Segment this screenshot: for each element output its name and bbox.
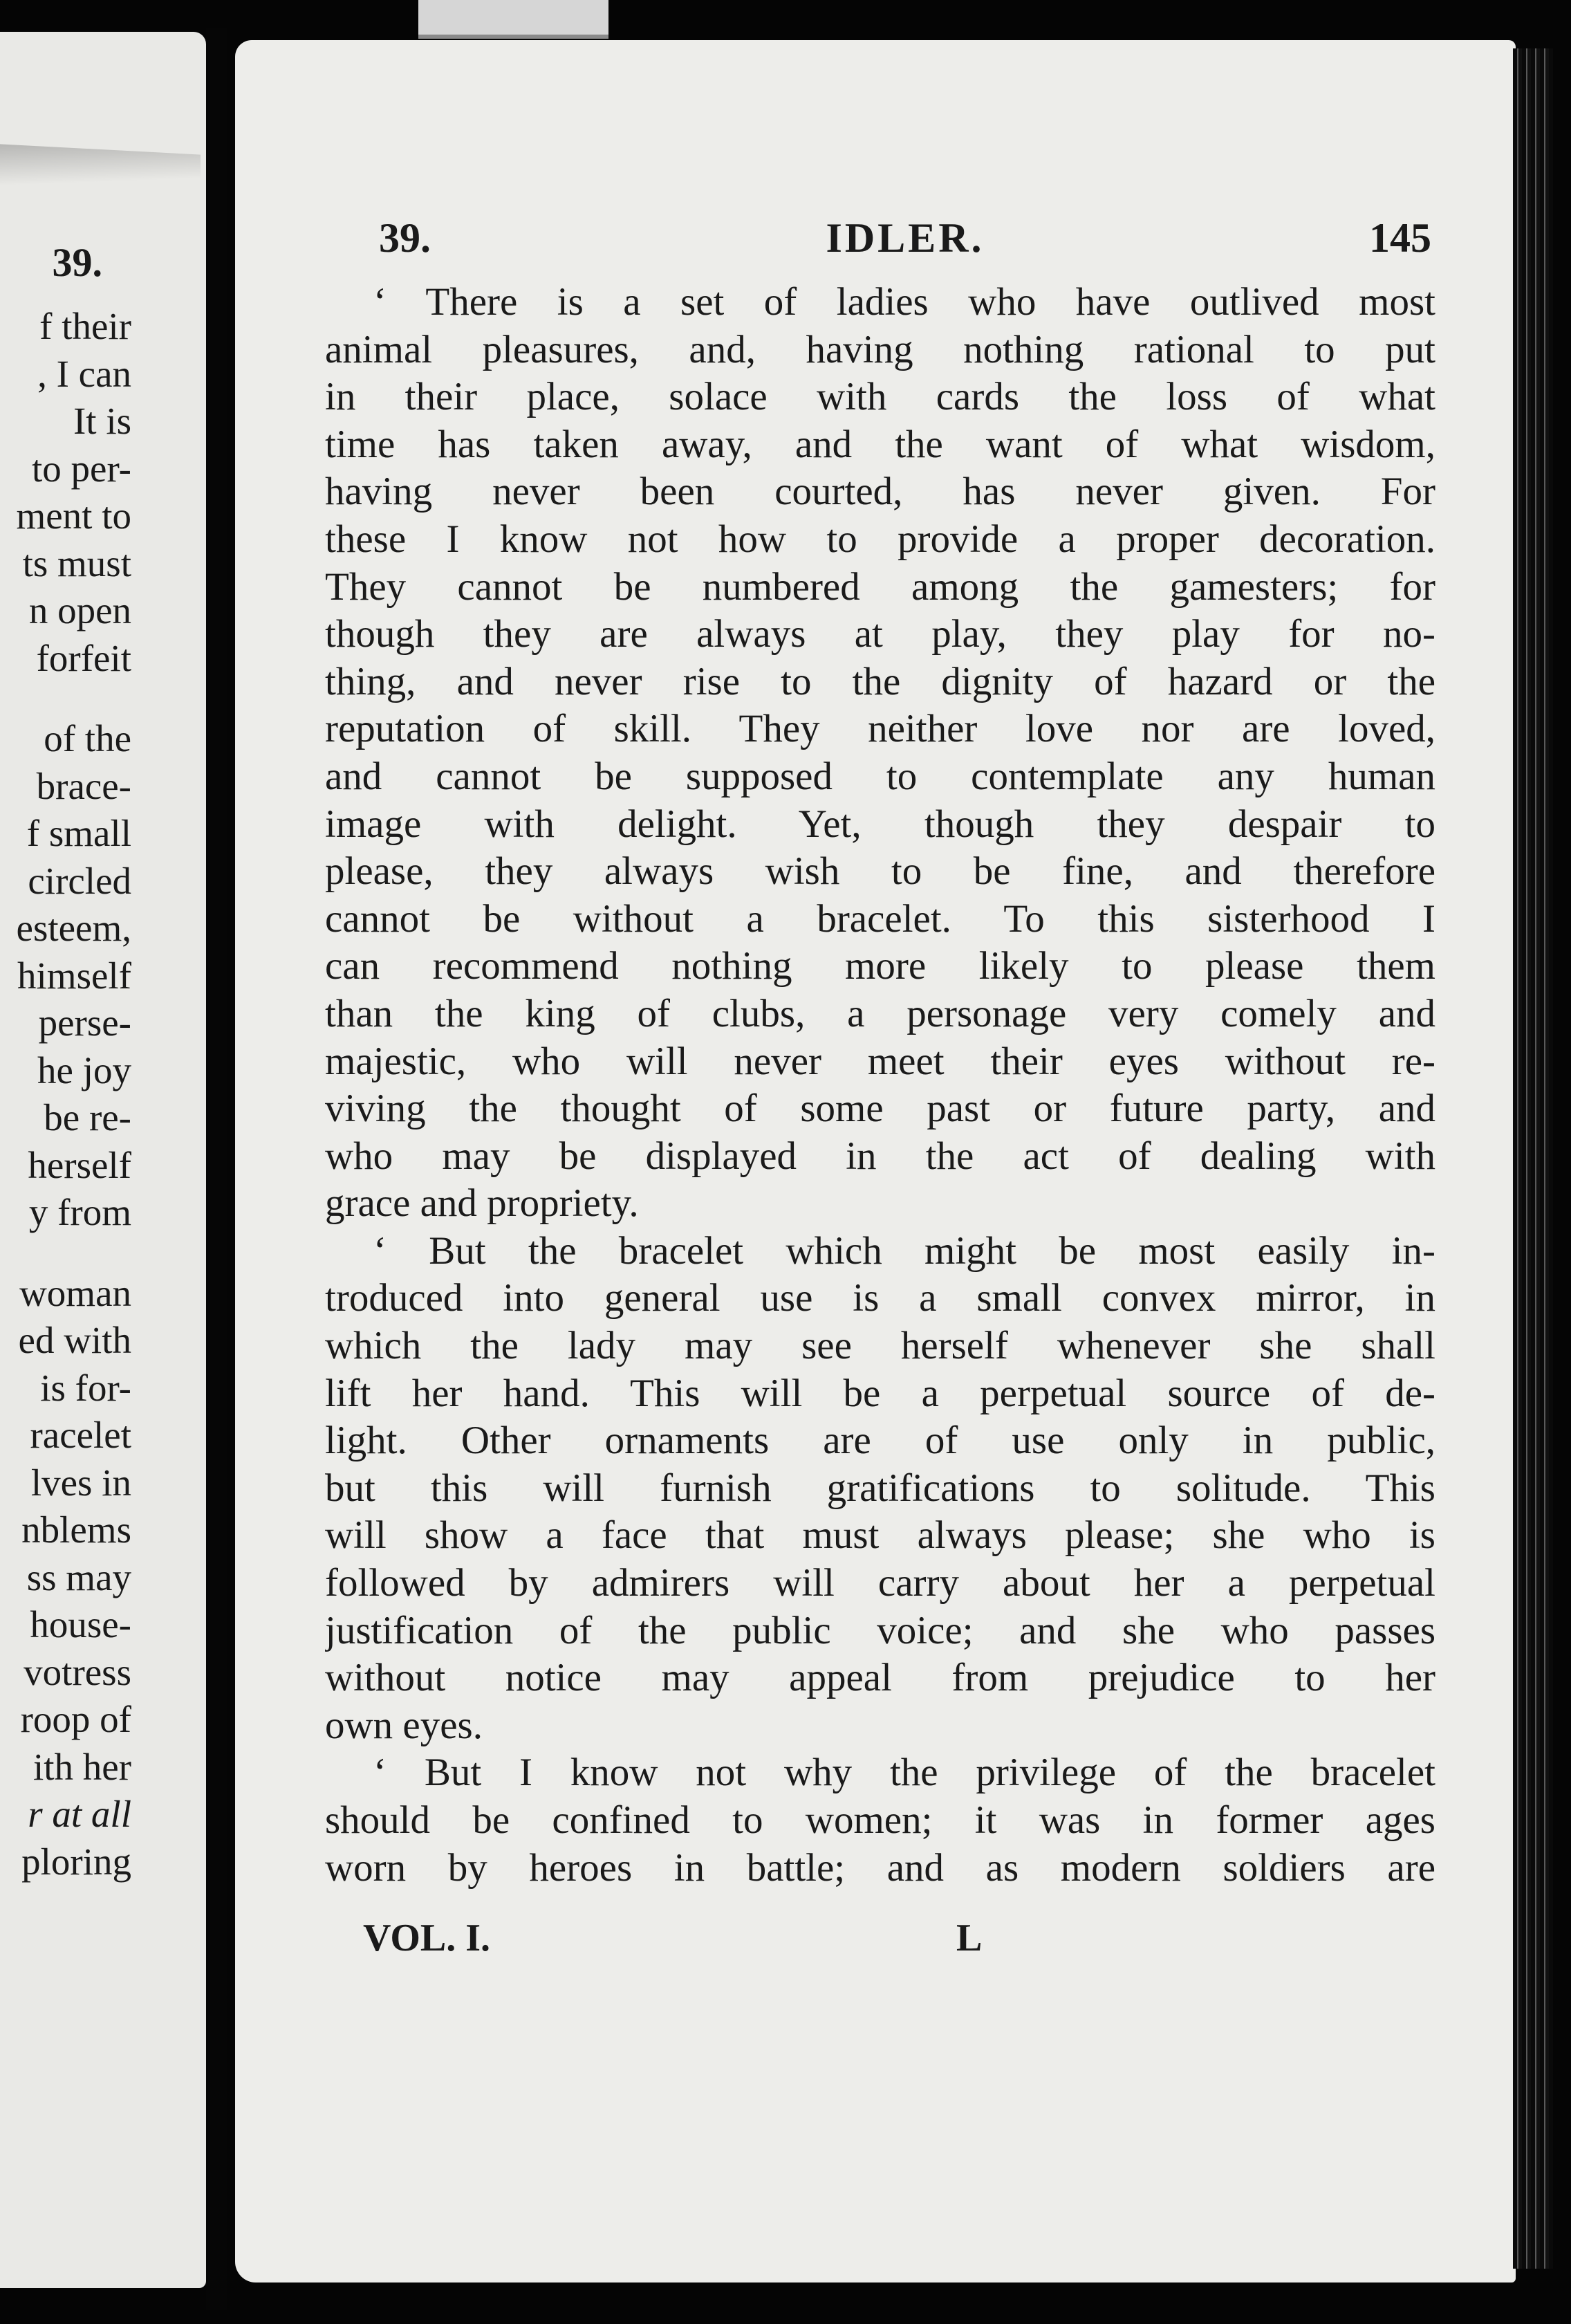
previous-page-fragment (0, 32, 206, 2288)
text-line: lift her hand. This will be a perpetual source of de- (325, 1371, 1435, 1415)
text-line: please, they always wish to be fine, and therefore (325, 849, 1435, 894)
signature-mark: L (956, 1917, 983, 1959)
text-line: will show a face that must always please; she who is (325, 1513, 1435, 1558)
left-text-line: house- (30, 1603, 131, 1645)
left-text-line: y from (28, 1191, 131, 1233)
page-footer (363, 1916, 1124, 1971)
text-line: followed by admirers will carry about her a perpetual (325, 1561, 1435, 1605)
left-text-line: circled (28, 859, 131, 902)
text-line: cannot be without a bracelet. To this sisterhood I (325, 896, 1435, 941)
left-text-line: perse- (38, 1002, 131, 1044)
left-text-line: woman (19, 1271, 131, 1314)
left-text-line: votress (24, 1650, 131, 1693)
left-text-line: nblems (21, 1509, 131, 1551)
text-line: ‘ There is a set of ladies who have outlived most (373, 280, 1435, 324)
text-line: troduced into general use is a small convex mirror, in (325, 1276, 1435, 1320)
text-line: can recommend nothing more likely to please them (325, 944, 1435, 988)
left-text-line: esteem, (16, 907, 131, 949)
text-line: thing, and never rise to the dignity of hazard or the (325, 659, 1435, 703)
left-text-line: he joy (37, 1049, 131, 1091)
text-line: justification of the public voice; and she who passes (325, 1608, 1435, 1652)
page-smudge (0, 144, 201, 196)
left-text-line: r at all (28, 1793, 131, 1835)
left-text-line: lves in (30, 1461, 131, 1504)
text-line: should be confined to women; it was in former ages (325, 1798, 1435, 1842)
text-line: in their place, solace with cards the loss of what (325, 375, 1435, 419)
left-text-line: himself (17, 954, 131, 997)
left-text-line: f their (39, 305, 131, 347)
text-line: light. Other ornaments are of use only in public, (325, 1419, 1435, 1463)
left-text-line: is for- (40, 1366, 131, 1409)
text-line: but this will furnish gratifications to solitude. This (325, 1466, 1435, 1510)
running-title: IDLER. (826, 215, 985, 261)
running-header (379, 214, 1431, 270)
text-line: grace and propriety. (325, 1181, 639, 1226)
left-text-line: It is (73, 400, 131, 442)
left-text-line: ploring (21, 1840, 131, 1883)
left-text-line: brace- (36, 764, 131, 807)
text-line: They cannot be numbered among the gamesters; for (325, 564, 1435, 609)
text-line: animal pleasures, and, having nothing rational to put (325, 327, 1435, 371)
text-line: viving the thought of some past or future party, and (325, 1087, 1435, 1131)
left-text-line: to per- (32, 447, 131, 490)
text-line: time has taken away, and the want of what wisdom, (325, 422, 1435, 466)
text-line: image with delight. Yet, though they despair to (325, 802, 1435, 846)
text-line: ‘ But the bracelet which might be most easily in- (373, 1228, 1435, 1273)
left-text-line: ts must (22, 542, 131, 584)
left-text-line: herself (28, 1143, 131, 1186)
left-running-number: 39. (52, 240, 102, 285)
text-line: who may be displayed in the act of dealing with (325, 1134, 1435, 1178)
text-line: ‘ But I know not why the privilege of the bracelet (373, 1751, 1435, 1795)
top-tab (418, 0, 608, 39)
left-text-line: n open (28, 589, 131, 631)
text-line: majestic, who will never meet their eyes without re- (325, 1039, 1435, 1083)
text-line: than the king of clubs, a personage very comely and (325, 991, 1435, 1035)
page-edges (1513, 48, 1553, 2269)
text-line: having never been courted, has never given. For (325, 470, 1435, 514)
volume-label: VOL. I. (363, 1917, 491, 1959)
left-text-line: roop of (20, 1698, 131, 1740)
paragraph-gap (16, 682, 131, 715)
left-text-line: ith her (32, 1745, 131, 1788)
page-number: 145 (1369, 215, 1431, 261)
text-line: worn by heroes in battle; and as modern soldiers are (325, 1845, 1435, 1890)
left-text-line: be re- (44, 1096, 131, 1138)
left-text-line: racelet (30, 1414, 131, 1456)
text-line: and cannot be supposed to contemplate any human (325, 754, 1435, 798)
book-spine (206, 28, 227, 2310)
essay-number: 39. (379, 215, 431, 261)
left-text-line: f small (26, 812, 131, 854)
left-text-line: of the (44, 717, 131, 759)
left-text-line: ed with (18, 1319, 131, 1361)
text-line: which the lady may see herself whenever she shall (325, 1324, 1435, 1368)
book-page (235, 40, 1516, 2282)
page-body-text (325, 279, 1435, 1892)
text-line: reputation of skill. They neither love nor are loved, (325, 707, 1435, 751)
left-page-text (16, 303, 131, 1885)
text-line: though they are always at play, they play for no- (325, 612, 1435, 656)
left-text-line: forfeit (36, 636, 131, 679)
paragraph-gap (16, 1237, 131, 1270)
left-text-line: ss may (26, 1556, 131, 1598)
left-text-line: ment to (16, 495, 131, 537)
left-text-line: , I can (37, 352, 131, 395)
text-line: without notice may appeal from prejudice to her (325, 1656, 1435, 1700)
text-line: these I know not how to provide a proper decoration. (325, 517, 1435, 561)
text-line: own eyes. (325, 1703, 483, 1747)
